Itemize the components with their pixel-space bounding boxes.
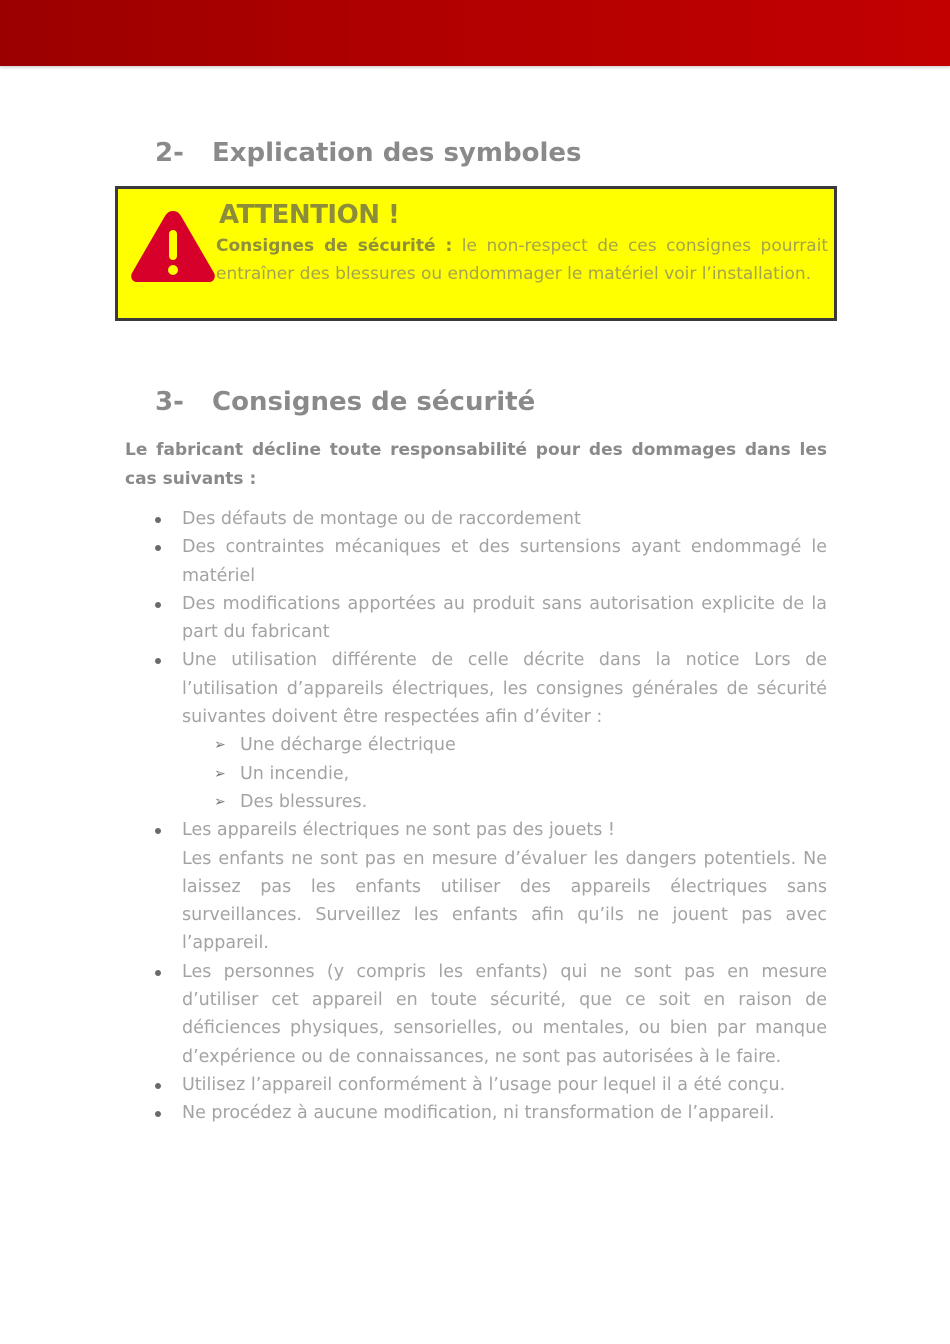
sub-list-item (182, 731, 827, 759)
list-item (125, 1099, 827, 1127)
sub-list-item-text: Une décharge électrique (240, 735, 456, 756)
arrow-bullet-icon: ➢ (214, 737, 226, 754)
list-item-text: Des défauts de montage ou de raccordement (182, 509, 581, 529)
list-item (125, 816, 827, 957)
warning-heading: ATTENTION ! (219, 200, 400, 230)
sub-list-item (182, 788, 827, 816)
list-item-text: Des contraintes mécaniques et des surtensions ayant endommagé le matériel (182, 537, 827, 586)
header-bar (0, 0, 950, 66)
list-item-text: Les appareils électriques ne sont pas des jouets ! (182, 820, 615, 841)
arrow-bullet-icon: ➢ (214, 793, 226, 810)
section-heading-symbols (155, 138, 581, 168)
arrow-bullet-icon: ➢ (214, 765, 226, 782)
warning-text (216, 232, 828, 288)
list-item (125, 505, 827, 533)
section-title: Explication des symboles (212, 138, 582, 168)
list-item-text: Les personnes (y compris les enfants) qui ne sont pas en mesure d’utiliser cet appareil en toute sécurité, que ce soit en raison de déficiences physiques, sensorielles, ou mentales, ou bien par manque d’expérience ou de connaissances, ne sont pas autorisées à le faire. (182, 961, 827, 1067)
intro-paragraph: Le fabricant décline toute responsabilité pour des dommages dans les cas suivants : (125, 440, 827, 489)
warning-box (115, 186, 837, 321)
bullet-icon (155, 517, 161, 523)
list-item-text: Des modifications apportées au produit sans autorisation explicite de la part du fabricant (182, 593, 827, 643)
list-item (125, 590, 827, 647)
bullet-icon (155, 970, 161, 976)
section-number: 2- (155, 138, 184, 168)
bullet-icon (155, 828, 161, 834)
list-item-text: Une utilisation différente de celle décrite dans la notice Lors de l’utilisation d’appareils électriques, les consignes générales de sécurité suivantes doivent être respectées afin d’éviter : (182, 650, 827, 728)
bullet-icon (155, 658, 161, 664)
sub-list-item-text: Un incendie, (240, 763, 350, 784)
sub-list-item-text: Des blessures. (240, 791, 368, 812)
list-item (125, 958, 827, 1071)
warning-body: le non-respect de ces consignes pourrait entraîner des blessures ou endommager le matériel voir l’installation. (216, 236, 829, 284)
bullet-icon (155, 1111, 161, 1117)
bullet-icon (155, 545, 161, 551)
list-item-text: Utilisez l’appareil conformément à l’usage pour lequel il a été conçu. (182, 1074, 786, 1095)
list-item (125, 1071, 827, 1099)
sub-list (182, 731, 827, 816)
list-item (125, 646, 827, 816)
section-title: Consignes de sécurité (212, 387, 536, 417)
warning-triangle-icon (128, 205, 218, 285)
section-number: 3- (155, 387, 184, 417)
safety-list (125, 505, 827, 1128)
sub-list-item (182, 760, 827, 788)
children-warning-text: Les enfants ne sont pas en mesure d’évaluer les dangers potentiels. Ne laissez pas les enfants utiliser des appareils électriques sans surveillances. Surveillez les enfants afin qu’ils ne jouent pas avec l’appareil. (182, 848, 827, 954)
warning-lead: Consignes de sécurité : (216, 236, 453, 256)
list-item (125, 533, 827, 590)
bullet-icon (155, 1083, 161, 1089)
list-item-text: Ne procédez à aucune modification, ni transformation de l’appareil. (182, 1103, 775, 1124)
section-heading-safety (155, 387, 535, 417)
bullet-icon (155, 602, 161, 608)
